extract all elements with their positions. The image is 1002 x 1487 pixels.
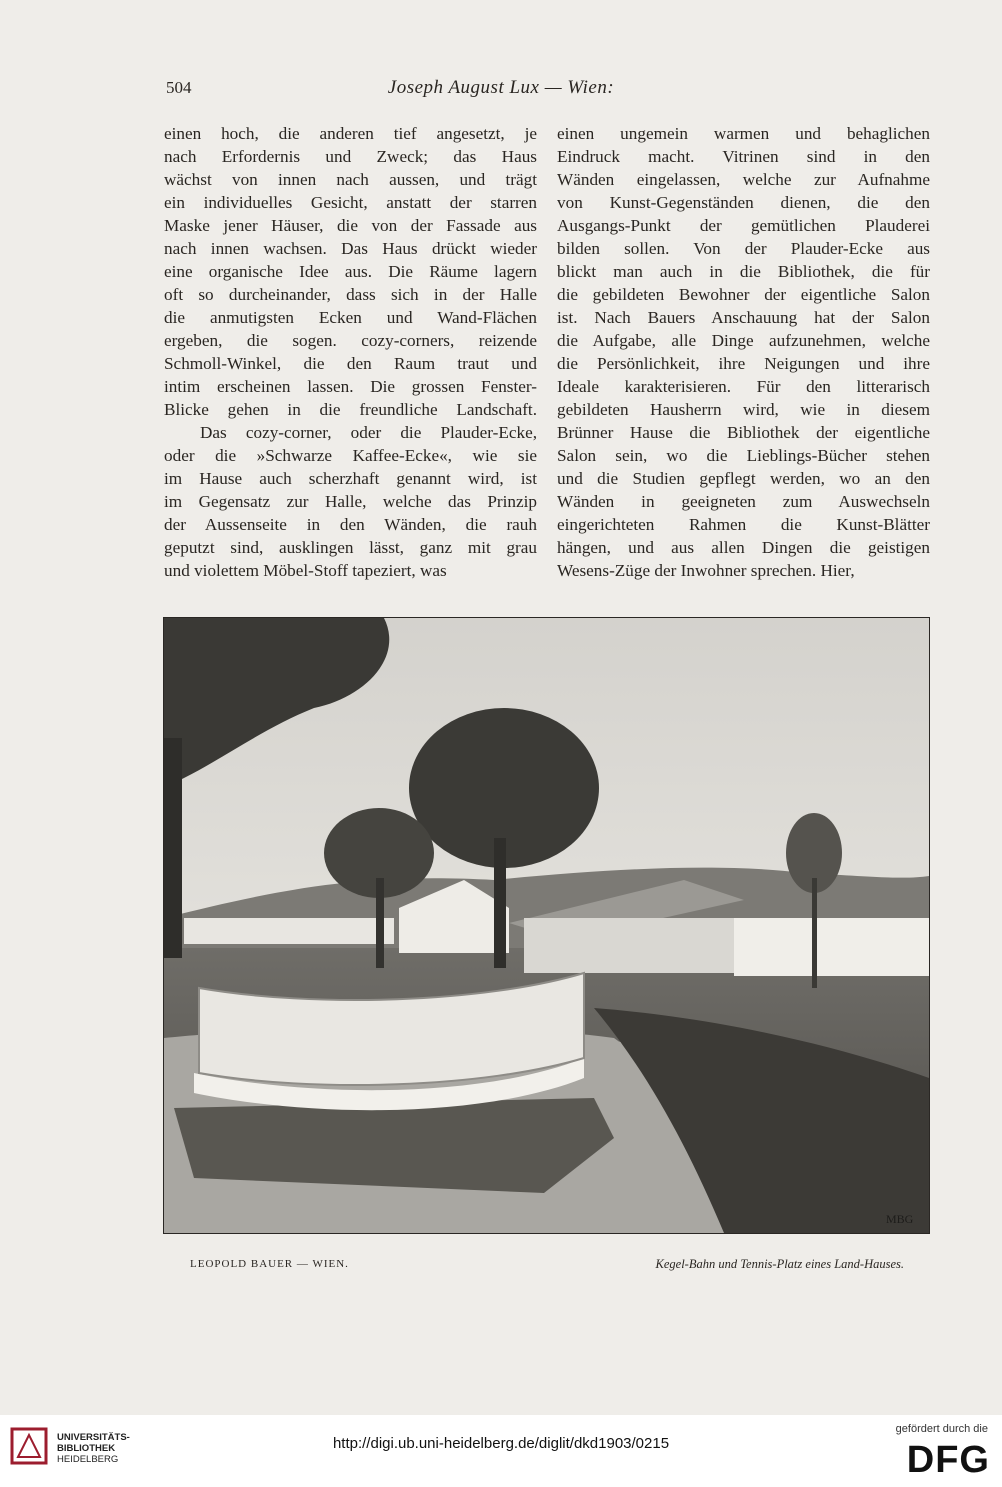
text-line: im Hause auch scherzhaft genannt wird, ist	[164, 469, 537, 488]
text-line: im Gegensatz zur Halle, welche das Prinzip	[164, 492, 537, 511]
text-line: und violettem Möbel-Stoff tapeziert, was	[164, 561, 447, 580]
garden-photograph	[163, 617, 930, 1234]
tree-mid-trunk	[376, 878, 384, 968]
text-line: gebildeten Hausherrn wird, wie in diesem	[557, 400, 930, 419]
text-line: und die Studien gepflegt werden, wo an den	[557, 469, 930, 488]
text-line: einen ungemein warmen und behaglichen	[557, 124, 930, 143]
left-text-column	[164, 122, 537, 582]
caption-title: Kegel-Bahn und Tennis-Platz eines Land-Hauses.	[655, 1257, 904, 1271]
text-line: Das cozy-corner, oder die Plauder-Ecke,	[200, 423, 537, 442]
text-line: Eindruck macht. Vitrinen sind in den	[557, 147, 930, 166]
fence-right	[734, 918, 929, 976]
source-url-link[interactable]: http://digi.ub.uni-heidelberg.de/diglit/dkd1903/0215	[332, 1435, 670, 1452]
library-line-2: BIBLIOTHEK	[57, 1443, 116, 1454]
text-line: bilden sollen. Von der Plauder-Ecke aus	[557, 239, 930, 258]
text-line: ein individuelles Gesicht, anstatt der starren	[164, 193, 537, 212]
page-number: 504	[166, 78, 192, 97]
library-line-1: UNIVERSITÄTS-	[57, 1432, 130, 1443]
text-line: Maske jener Häuser, die von der Fassade aus	[164, 216, 537, 235]
funding-note: gefördert durch die	[895, 1423, 988, 1435]
wooden-platform	[174, 1098, 614, 1193]
photo-signature: MBG	[886, 1212, 914, 1226]
library-line-3: HEIDELBERG	[57, 1454, 119, 1465]
text-line: eine organische Idee aus. Die Räume lagern	[164, 262, 537, 281]
text-line: geputzt sind, ausklingen lässt, ganz mit grau	[164, 538, 537, 557]
text-line: blickt man auch in die Bibliothek, die für	[557, 262, 930, 281]
text-line: von Kunst-Gegenständen dienen, die den	[557, 193, 930, 212]
text-line: intim erscheinen lassen. Die grossen Fenster-	[164, 377, 537, 396]
text-line: Salon sein, wo die Lieblings-Bücher stehen	[557, 446, 930, 465]
text-line: einen hoch, die anderen tief angesetzt, je	[164, 124, 537, 143]
text-line: die Persönlichkeit, ihre Neigungen und ihre	[557, 354, 930, 373]
text-line: die Aufgabe, alle Dinge aufzunehmen, welche	[557, 331, 930, 350]
text-line: eingerichteten Rahmen die Kunst-Blätter	[557, 515, 930, 534]
running-head: Joseph August Lux — Wien:	[387, 77, 615, 98]
tree-right-trunk	[812, 878, 817, 988]
text-line: nach Erfordernis und Zweck; das Haus	[164, 147, 537, 166]
text-line: Schmoll-Winkel, die den Raum traut und	[164, 354, 537, 373]
text-line: die gebildeten Bewohner der eigentliche Salon	[557, 285, 930, 304]
text-line: ergeben, die sogen. cozy-corners, reizende	[164, 331, 537, 350]
text-line: der Aussenseite in den Wänden, die rauh	[164, 515, 537, 534]
text-line: Blicke gehen in die freundliche Landschaft.	[164, 400, 537, 419]
right-text-column	[557, 122, 930, 582]
text-line: oder die »Schwarze Kaffee-Ecke«, wie sie	[164, 446, 537, 465]
pavilion	[524, 918, 734, 973]
tree-center-trunk	[494, 838, 506, 968]
text-line: Brünner Hause die Bibliothek der eigentliche	[557, 423, 930, 442]
text-line: nach innen wachsen. Das Haus drückt wieder	[164, 239, 537, 258]
text-line: Ausgangs-Punkt der gemütlichen Plauderei	[557, 216, 930, 235]
text-line: Wesens-Züge der Inwohner sprechen. Hier,	[557, 561, 855, 580]
caption-author: LEOPOLD BAUER — WIEN.	[190, 1258, 349, 1270]
text-line: oft so durcheinander, dass sich in der Halle	[164, 285, 537, 304]
text-line: Ideale karakterisieren. Für den litterarisch	[557, 377, 930, 396]
tree-left-trunk	[164, 738, 182, 958]
text-line: wächst von innen nach aussen, und trägt	[164, 170, 537, 189]
text-line: hängen, und aus allen Dingen die geistigen	[557, 538, 930, 557]
text-line: die anmutigsten Ecken und Wand-Flächen	[164, 308, 537, 327]
text-line: Wänden in geeigneten zum Auswechseln	[557, 492, 930, 511]
fence-left	[184, 918, 394, 944]
dfg-logo: DFG	[906, 1439, 990, 1481]
text-line: ist. Nach Bauers Anschauung hat der Salon	[557, 308, 930, 327]
text-line: Wänden eingelassen, welche zur Aufnahme	[557, 170, 930, 189]
